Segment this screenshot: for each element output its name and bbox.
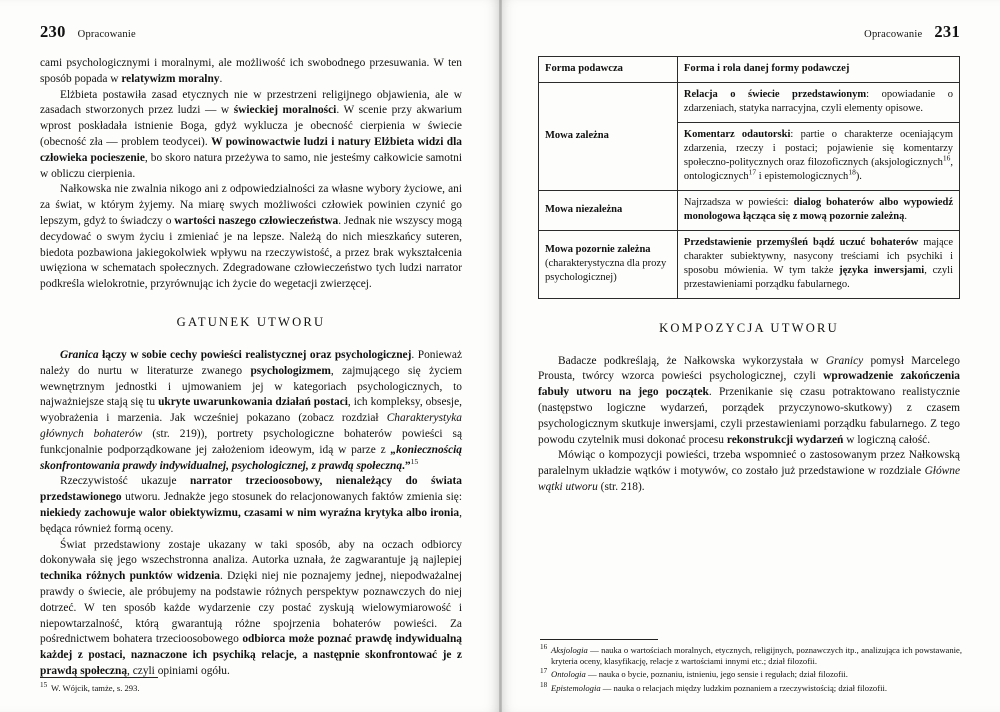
footnote-rule-left bbox=[40, 677, 158, 678]
text-run: , ontologicznych bbox=[683, 156, 953, 182]
footnote-number: 15 bbox=[40, 680, 48, 689]
left-paragraph-group bbox=[40, 56, 462, 293]
running-header-right bbox=[538, 22, 960, 40]
text-run: cami psychologicznymi i moralnymi, ale możliwość ich swobodnego przesuwania. W ten sposób popada w bbox=[40, 57, 462, 85]
footnote-list-right bbox=[540, 642, 962, 694]
book-gutter-shadow bbox=[499, 0, 502, 712]
left-body-text bbox=[40, 56, 462, 680]
bold-text: niekiedy zachowuje walor obiektywizmu, czasami w nim wyraźna krytyka albo ironia bbox=[40, 506, 460, 519]
bold-text: wartości naszego człowieczeństwa bbox=[174, 214, 339, 227]
table-cell-form-description bbox=[677, 122, 959, 190]
text-run: (str. 219)), portrety psychologiczne bohaterów powieści są funkcjonalnie podporządkowane jej założeniom ideowym, idą w parze z bbox=[40, 427, 463, 456]
text-run: , czyli przestawieniami porządku fabularnego. bbox=[683, 264, 953, 290]
text-run: , ich kompleksy, obsesje, wyobrażenia i marzenia. Jak wcześniej pokazano (zobacz rozdział bbox=[40, 396, 463, 425]
page-number-left: 230 bbox=[40, 22, 66, 41]
paragraph bbox=[538, 354, 960, 449]
section-heading-kompozycja: KOMPOZYCJA UTWORU bbox=[659, 320, 839, 335]
footnote bbox=[540, 680, 962, 694]
italic-text: Epistemologia bbox=[551, 682, 601, 693]
text-run: utworu. Jednakże jego stosunek do relacjonowanych faktów zmienia się: bbox=[121, 491, 462, 504]
paragraph bbox=[538, 448, 960, 495]
table-cell-form-label: Mowa zależna bbox=[539, 83, 678, 191]
text-run: Badacze podkreślają, że Nałkowska wykorzystała w bbox=[558, 354, 826, 367]
text-run: . Ponieważ należy do nurtu w literaturze zwanego bbox=[40, 348, 463, 377]
paragraph bbox=[40, 88, 462, 183]
form-label-main: Mowa pozornie zależna bbox=[545, 243, 651, 255]
table-header-cell-1: Forma i rola danej formy podawczej bbox=[677, 57, 959, 83]
bold-text: powieści realistycznej oraz psychologicznej bbox=[200, 348, 412, 361]
table-row bbox=[539, 83, 960, 123]
bold-text: Relacja o świecie przedstawionym bbox=[683, 89, 867, 101]
bold-text: łączy w sobie cechy bbox=[98, 348, 201, 361]
bold-text: .” bbox=[402, 459, 411, 472]
text-run: : partie o charakterze oceniającym zdarzenia, rzeczy i postaci; pojawienie się komentarzy społeczno-politycznych oraz filozoficznych (aksjologicznych bbox=[683, 128, 953, 168]
text-run: mające charakter subiektywny, nasycony treściami ich psychiki i sposobu mówienia. W tym także bbox=[683, 236, 954, 276]
text-run: . bbox=[904, 210, 908, 222]
table-cell-form-description bbox=[677, 190, 959, 230]
footnote-list-left bbox=[40, 680, 462, 694]
text-run: i epistemologicznych bbox=[756, 170, 849, 182]
text-run: : opowiadanie o zdarzeniach, statyka narracyjna, czyli elementy opisowe. bbox=[683, 89, 953, 115]
footnote-marker: 17 bbox=[748, 167, 757, 177]
bold-text: języka inwersjami bbox=[839, 264, 925, 276]
bold-text: narrator trzecioosobowy, nienależący do świata przedstawionego bbox=[40, 475, 462, 504]
bold-text: Przedstawienie przemyśleń bądź uczuć bohaterów bbox=[683, 236, 919, 248]
footnotes-left bbox=[40, 677, 462, 696]
text-run: , zajmującego się życiem wewnętrznym jednostki i ujmowaniem jej w kategoriach psychologicznych, to najważniejsze stają się tu bbox=[40, 364, 462, 409]
text-run: Rzeczywistość ukazuje bbox=[60, 475, 190, 488]
footnotes-right bbox=[540, 639, 962, 696]
footnote bbox=[540, 669, 962, 680]
text-run: pomysł Marcelego Prousta, twórcy wzorca powieści psychologicznej, czyli bbox=[538, 354, 960, 383]
running-head-label-left: Opracowanie bbox=[77, 29, 136, 40]
table-header-row bbox=[539, 57, 960, 83]
text-run: Elżbieta postawiła zasad etycznych nie w przestrzeni religijnego objawienia, ale w zasadach stworzonych przez ludzi — w bbox=[40, 88, 462, 117]
text-run: , czyli opiniami ogółu. bbox=[127, 664, 230, 677]
text-run: Świat przedstawiony zostaje ukazany w taki sposób, aby na oczach odbiorcy dokonywała się jego wszechstronna analiza. Autorka uznała, że zagwarantuje ją najlepiej bbox=[40, 538, 462, 567]
paragraph bbox=[40, 474, 462, 537]
table-cell-form-description bbox=[677, 230, 959, 298]
bold-italic-text: „koniecznością skonfrontowania prawdy indywidualnej, psychologicznej, z prawdą społeczną bbox=[40, 443, 462, 472]
left-section-paragraph-group bbox=[40, 348, 462, 680]
footnote-marker: 18 bbox=[848, 167, 856, 177]
footnote-marker: 16 bbox=[942, 153, 951, 163]
form-label-sub: (charakterystyczna dla prozy psychologicznej) bbox=[545, 257, 667, 283]
text-run: . W scenie przy akwarium wprost poskładała istnienie Boga, gdyż wyklucza je obecność cierpienia w świecie (obecność zła — problem teodycei). bbox=[40, 104, 462, 148]
italic-text: Granicy bbox=[825, 354, 864, 367]
text-run: , bo skoro natura przeżywa to samo, nie jesteśmy całkowicie samotni w obliczu cierpienia. bbox=[40, 151, 462, 180]
footnote-number: 16 bbox=[540, 642, 548, 651]
text-run: Najrzadsza w powieści: bbox=[683, 196, 794, 208]
text-run: — nauka o bycie, poznaniu, istnieniu, jego sensie i regułach; dział filozofii. bbox=[585, 669, 848, 680]
bold-text: odbiorca może poznać prawdę indywidualną bbox=[242, 633, 462, 646]
running-head-label-right: Opracowanie bbox=[864, 29, 923, 40]
text-run: . Przenikanie się czasu potraktowano realistycznie (następstwo logiczne wydarzeń, porządek przyczynowo-skutkowy) z czasem psychologicznym skutkuje inwersjami, czyli przestawieniami porządku fabularnego. Z tego powodu czytelnik musi dokonać procesu bbox=[538, 386, 960, 446]
page-number-right: 231 bbox=[934, 22, 960, 41]
running-header-left bbox=[40, 22, 462, 40]
italic-text: Główne wątki utworu bbox=[538, 465, 960, 493]
bold-italic-text: Granica bbox=[60, 348, 99, 361]
bold-text: W powinowactwie ludzi i natury Elżbieta widzi dla człowieka pocieszenie bbox=[40, 135, 463, 164]
bold-text: Komentarz odautorski bbox=[683, 128, 791, 140]
text-run: W. Wójcik, tamże, s. 293. bbox=[51, 682, 140, 693]
forms-table-body bbox=[539, 83, 960, 298]
paragraph bbox=[40, 56, 462, 88]
text-run: — nauka o relacjach między ludzkim poznaniem a rzeczywistością; dział filozofii. bbox=[600, 682, 887, 693]
table-row bbox=[539, 190, 960, 230]
table-cell-form-label bbox=[539, 230, 678, 298]
bold-text: relatywizm moralny bbox=[121, 72, 220, 85]
paragraph bbox=[40, 538, 462, 680]
footnote bbox=[540, 642, 962, 668]
footnote-marker: 15 bbox=[410, 456, 419, 466]
bold-text: dialog bohaterów albo wypowiedź monologowa łącząca się z mową pozornie zależną bbox=[683, 196, 953, 222]
text-run: Nałkowska nie zwalnia nikogo ani z odpowiedzialności za własne wybory życiowe, ani za świat, w którym żyjemy. Na miarę swych możliwości człowiek powinien czynić go lepszym, gdyż to świadczy o bbox=[40, 183, 462, 227]
text-run: , będąca również formą oceny. bbox=[40, 506, 462, 535]
italic-text: Ontologia bbox=[551, 669, 586, 680]
text-run: . Jednak nie wszyscy mogą decydować o swym życiu i zmieniać je na lepsze. Należą do nich mieszkańcy suteren, biedota pozbawiona jakiegokolwiek wpływu na rzeczywistość, a przez brak wykształcenia uwięziona w schematach społecznych. Zdegradowane człowieczeństwo tych ludzi narrator podkreśla wielokrotnie, przyrównując ich życie do wegetacji zwierzęcej. bbox=[40, 214, 462, 291]
table-header-cell-0: Forma podawcza bbox=[539, 57, 678, 83]
bold-text: świeckiej moralności bbox=[233, 104, 337, 117]
bold-text: technika różnych punktów widzenia bbox=[40, 570, 220, 583]
forms-table bbox=[538, 56, 960, 299]
paragraph bbox=[40, 182, 462, 293]
table-cell-form-description bbox=[677, 83, 959, 123]
text-run: . bbox=[219, 72, 223, 85]
form-label-main: Mowa niezależna bbox=[545, 203, 623, 215]
text-run: Mówiąc o kompozycji powieści, trzeba wspomnieć o zastosowanym przez Nałkowską paralelnym układzie wątków i motywów, co zostało już przedstawione w rozdziale bbox=[538, 449, 960, 478]
table-row bbox=[539, 230, 960, 298]
bold-text: ukryte uwarunkowania działań postaci bbox=[158, 396, 348, 409]
forms-table-head bbox=[539, 57, 960, 83]
text-run: (str. 218). bbox=[597, 480, 645, 493]
right-section-paragraph-group bbox=[538, 354, 960, 496]
text-run: ). bbox=[855, 170, 862, 182]
footnote-rule-right bbox=[540, 639, 658, 640]
italic-text: Charakterystyka głównych bohaterów bbox=[40, 412, 462, 440]
bold-text: rekonstrukcji wydarzeń bbox=[726, 433, 844, 446]
text-run: — nauka o wartościach moralnych, etycznych, religijnych, poznawczych itp., analizująca ich powstawanie, kryteria oceny, klasyfikację, relacje z wartościami innymi etc.; dział filozofii. bbox=[551, 644, 962, 666]
paragraph bbox=[40, 348, 462, 474]
italic-text: Aksjologia bbox=[551, 644, 588, 655]
bold-text: wprowadzenie zakończenia fabuły utworu na jego początek bbox=[538, 370, 960, 399]
section-heading-gatunek: GATUNEK UTWORU bbox=[176, 314, 326, 329]
text-run: w logiczną całość. bbox=[843, 433, 931, 446]
table-cell-form-label bbox=[539, 190, 678, 230]
bold-text: a następnie skonfrontować je z prawdą społeczną bbox=[40, 649, 462, 677]
footnote-number: 17 bbox=[540, 667, 548, 676]
footnote-number: 18 bbox=[540, 680, 548, 689]
text-run: . Dzięki niej nie poznajemy jednej, niepodważalnej prawdy o świecie, ale próbujemy na podstawie różnych perspektyw poznawczych do niej dotrzeć. W ten sposób każde wydarzenie czy postać zyskują wielowymiarowość i niepowtarzalność, którą gwarantują różne spojrzenia bohaterów powieści. Za pośrednictwem bohatera trzecioosobowego bbox=[40, 570, 462, 646]
bold-text: każdej z postaci, naznaczone ich psychiką relacje, bbox=[40, 649, 303, 662]
footnote bbox=[40, 680, 462, 694]
bold-text: psychologizmem bbox=[250, 364, 331, 377]
page-right bbox=[500, 0, 1000, 712]
